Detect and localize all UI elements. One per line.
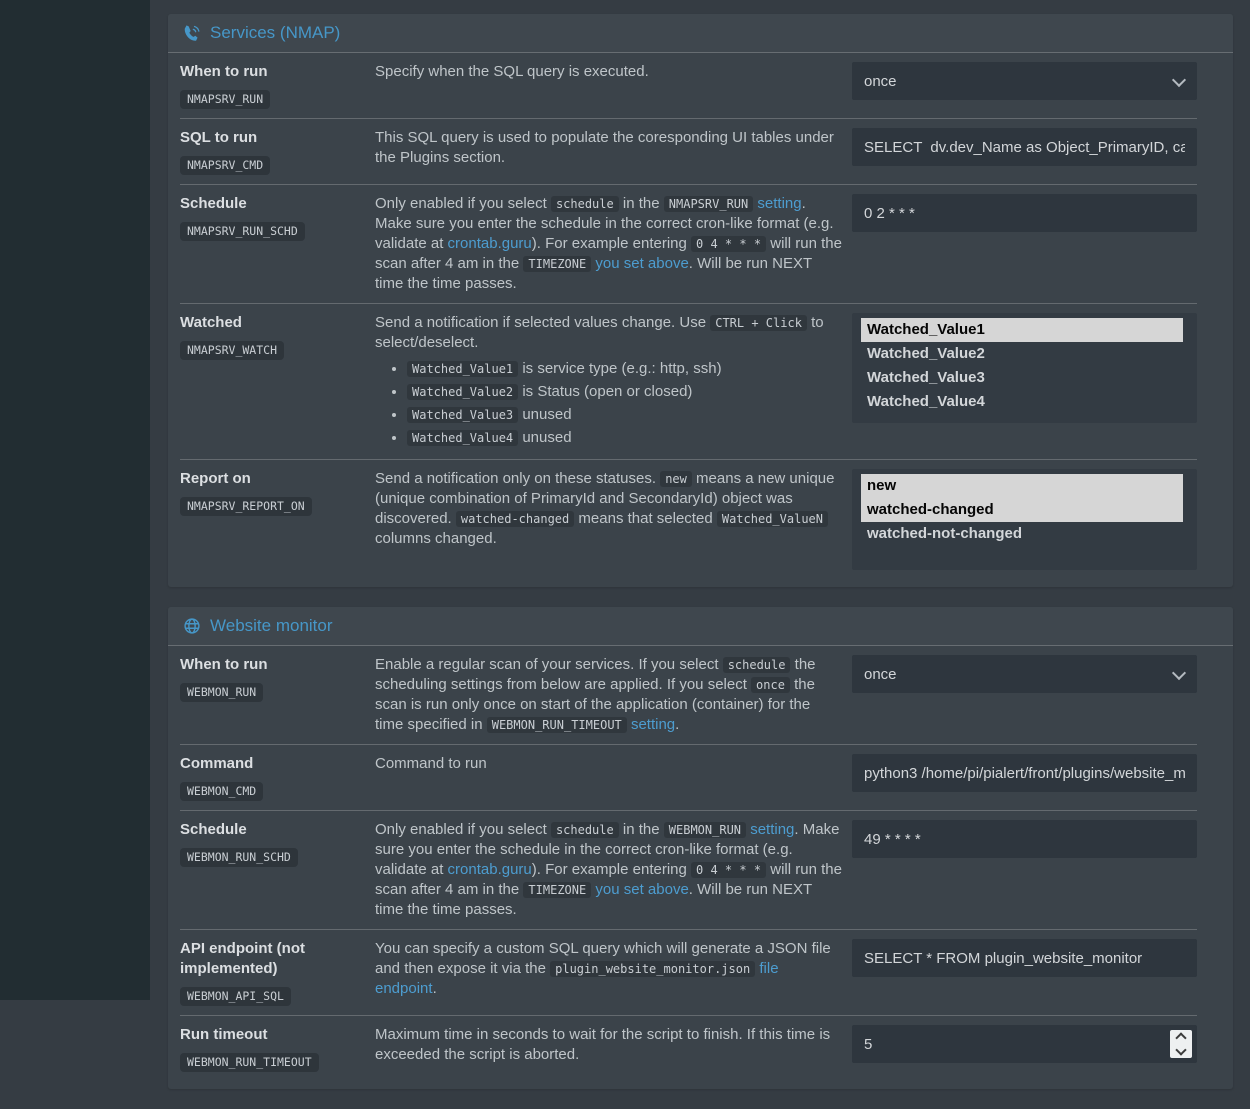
listbox-option[interactable]: watched-not-changed (867, 525, 1023, 542)
inline-code: once (751, 677, 790, 693)
setting-label: When to run (180, 63, 268, 80)
inline-link[interactable]: you set above (595, 255, 689, 272)
setting-label: Run timeout (180, 1026, 268, 1043)
setting-code-chip: NMAPSRV_WATCH (180, 341, 284, 360)
inline-link[interactable]: setting (757, 195, 802, 212)
inline-code: WEBMON_RUN_TIMEOUT (487, 717, 627, 733)
nmapsrv-run-schd-input[interactable] (852, 194, 1197, 232)
setting-row-webmon-api-sql (180, 930, 1197, 1016)
inline-code: plugin_website_monitor.json (550, 961, 755, 977)
inline-code: schedule (551, 196, 619, 212)
setting-code-chip: NMAPSRV_CMD (180, 156, 270, 175)
webmon-run-timeout-input[interactable] (852, 1025, 1197, 1063)
setting-row-nmapsrv-cmd (180, 119, 1197, 185)
setting-code-chip: WEBMON_API_SQL (180, 987, 291, 1006)
setting-description: Only enabled if you select schedule in the NMAPSRV_RUN setting. Make sure you enter the schedule in the correct cron-like format (e.g. validate at crontab.guru). For example entering 0 4 * * * will run the scan after 4 am in the TIMEZONE you set above. Will be run NEXT time the time passes. (375, 195, 842, 292)
listbox-option[interactable]: Watched_Value4 (867, 393, 985, 410)
listbox-option[interactable]: Watched_Value3 (867, 369, 985, 386)
inline-code: Watched_ValueN (717, 511, 828, 527)
inline-code: WEBMON_RUN (664, 822, 746, 838)
setting-code-chip: WEBMON_CMD (180, 782, 263, 801)
setting-description: You can specify a custom SQL query which will generate a JSON file and then expose it via the plugin_website_monitor.json file endpoint. (375, 940, 831, 997)
setting-description: This SQL query is used to populate the coresponding UI tables under the Plugins section. (375, 129, 834, 166)
setting-description: Maximum time in seconds to wait for the script to finish. If this time is exceeded the script is aborted. (375, 1026, 831, 1063)
setting-label: Report on (180, 470, 251, 487)
listbox-option[interactable]: watched-changed (861, 498, 1183, 522)
section-title: Services (NMAP) (210, 23, 341, 42)
setting-label: API endpoint (not implemented) (180, 940, 305, 977)
setting-description: Specify when the SQL query is executed. (375, 63, 649, 80)
setting-row-nmapsrv-run (180, 53, 1197, 119)
setting-description: Send a notification if selected values change. Use CTRL + Click to select/deselect. • Watched_Value1 is service type (e.g.: http, ssh) • Watched_Value2 is Status (open or closed) • Watched_Value3 unused • Watched_Value4 unused (375, 313, 852, 450)
setting-row-webmon-run-schd (180, 811, 1197, 930)
number-spinner[interactable] (1170, 1030, 1192, 1058)
inline-link[interactable]: crontab.guru (447, 235, 532, 252)
chevron-down-icon (1172, 73, 1186, 87)
setting-description: Command to run (375, 755, 487, 772)
setting-label: SQL to run (180, 129, 258, 146)
list-item: • Watched_Value2 is Status (open or closed) (407, 381, 842, 403)
panel-services-nmap (168, 14, 1233, 587)
chevron-down-icon (1172, 666, 1186, 680)
list-item: • Watched_Value1 is service type (e.g.: http, ssh) (407, 358, 842, 380)
setting-code-chip: WEBMON_RUN_TIMEOUT (180, 1053, 319, 1072)
webmon-cmd-input[interactable] (852, 754, 1197, 792)
inline-code: TIMEZONE (523, 256, 591, 272)
panel-website-monitor (168, 607, 1233, 1089)
inline-link[interactable]: setting (630, 716, 676, 733)
nmapsrv-cmd-input[interactable] (852, 128, 1197, 166)
webmon-run-select[interactable] (852, 655, 1197, 693)
sidebar (0, 0, 150, 1000)
spinner-down-icon[interactable] (1175, 1044, 1186, 1055)
setting-label: Watched (180, 314, 242, 331)
setting-code-chip: WEBMON_RUN (180, 683, 263, 702)
settings-content (150, 0, 1250, 1109)
setting-row-webmon-run-timeout (180, 1016, 1197, 1081)
setting-code-chip: WEBMON_RUN_SCHD (180, 848, 298, 867)
webmon-run-schd-input[interactable] (852, 820, 1197, 858)
setting-description: Send a notification only on these statuses. new means a new unique (unique combination of PrimaryId and SecondaryId) object was discovered. watched-changed means that selected Watched_ValueN columns changed. (375, 470, 835, 547)
watched-values-list (375, 358, 842, 449)
inline-code: watched-changed (456, 511, 574, 527)
setting-label: When to run (180, 656, 268, 673)
inline-code: Watched_Value2 (407, 384, 518, 400)
listbox-option[interactable]: Watched_Value1 (861, 318, 1183, 342)
setting-description: Only enabled if you select schedule in the WEBMON_RUN setting. Make sure you enter the schedule in the correct cron-like format (e.g. validate at crontab.guru). For example entering 0 4 * * * will run the scan after 4 am in the TIMEZONE you set above. Will be run NEXT time the time passes. (375, 821, 842, 918)
setting-row-nmapsrv-watch (180, 304, 1197, 460)
phone-volume-icon (183, 24, 201, 42)
inline-code: Watched_Value4 (407, 430, 518, 446)
inline-link[interactable]: you set above (595, 881, 689, 898)
setting-label: Command (180, 755, 254, 772)
inline-link[interactable]: crontab.guru (447, 861, 532, 878)
setting-label: Schedule (180, 821, 247, 838)
setting-code-chip: NMAPSRV_REPORT_ON (180, 497, 312, 516)
setting-label: Schedule (180, 195, 247, 212)
nmapsrv-report-on-listbox[interactable] (852, 469, 1197, 570)
setting-row-nmapsrv-run-schd (180, 185, 1197, 304)
inline-code: schedule (551, 822, 619, 838)
section-header-nmap (168, 14, 1233, 53)
setting-code-chip: NMAPSRV_RUN_SCHD (180, 222, 305, 241)
select-value: once (864, 72, 897, 90)
globe-icon (183, 617, 201, 635)
listbox-option[interactable]: Watched_Value2 (867, 345, 985, 362)
inline-code: new (660, 471, 692, 487)
inline-code: Watched_Value1 (407, 361, 518, 377)
list-item: • Watched_Value4 unused (407, 427, 842, 449)
spinner-up-icon[interactable] (1175, 1032, 1186, 1043)
inline-code: CTRL + Click (710, 315, 807, 331)
inline-link[interactable]: file endpoint (375, 960, 779, 997)
inline-code: 0 4 * * * (691, 236, 766, 252)
section-header-webmon (168, 607, 1233, 646)
setting-row-nmapsrv-report-on (180, 460, 1197, 579)
select-value: once (864, 665, 897, 683)
inline-code: Watched_Value3 (407, 407, 518, 423)
setting-code-chip: NMAPSRV_RUN (180, 90, 270, 109)
inline-code: NMAPSRV_RUN (664, 196, 753, 212)
nmapsrv-watch-listbox[interactable] (852, 313, 1197, 423)
list-item: • Watched_Value3 unused (407, 404, 842, 426)
webmon-api-sql-input[interactable] (852, 939, 1197, 977)
inline-code: TIMEZONE (523, 882, 591, 898)
listbox-option[interactable]: new (861, 474, 1183, 498)
setting-row-webmon-run (180, 646, 1197, 745)
inline-link[interactable]: setting (750, 821, 795, 838)
inline-code: schedule (723, 657, 791, 673)
nmapsrv-run-select[interactable] (852, 62, 1197, 100)
setting-description: Enable a regular scan of your services. If you select schedule the scheduling settings from below are applied. If you select once the scan is run only once on start of the application (container) for the time specified in WEBMON_RUN_TIMEOUT setting. (375, 656, 816, 733)
section-title: Website monitor (210, 616, 333, 635)
setting-row-webmon-cmd (180, 745, 1197, 811)
inline-code: 0 4 * * * (691, 862, 766, 878)
